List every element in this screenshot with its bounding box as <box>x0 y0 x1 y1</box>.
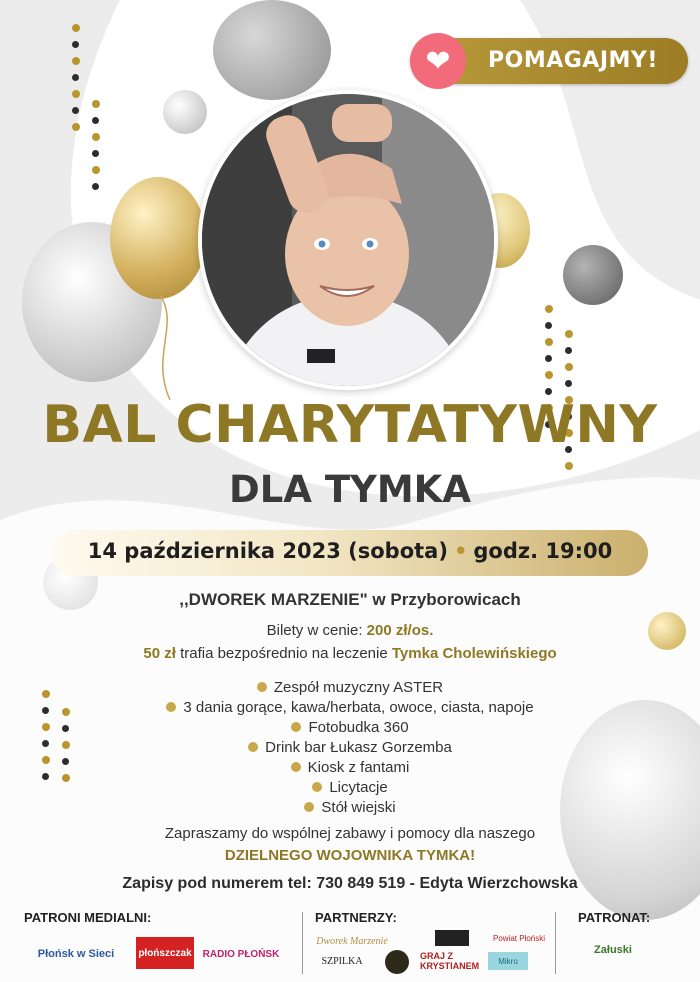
list-item <box>0 718 700 738</box>
silver-balloon-top <box>213 0 331 100</box>
bullet-icon <box>248 742 258 752</box>
silver-balloon-small <box>163 90 207 134</box>
logo-gold-partner[interactable] <box>435 930 469 946</box>
logo-zaluski[interactable]: Załuski <box>594 944 632 956</box>
event-title: BAL CHARYTATYWNY <box>42 395 658 455</box>
fund-amount: 50 zł <box>143 645 176 662</box>
date-separator: • <box>453 539 468 563</box>
list-item <box>0 778 700 798</box>
bullet-icon <box>304 802 314 812</box>
grey-balloon-right <box>563 245 623 305</box>
logo-graj-z-krystianem[interactable]: GRAJ Z KRYSTIANEM <box>420 952 480 970</box>
feature-label: Kiosk z fantami <box>307 759 410 776</box>
logo-powiat-plonski[interactable]: Powiat Płoński <box>492 933 546 943</box>
list-item <box>0 738 700 758</box>
logo-plonsk-w-sieci[interactable]: Płońsk w Sieci <box>37 948 115 960</box>
divider <box>302 912 303 974</box>
list-item <box>0 698 700 718</box>
invite-line-2: DZIELNEGO WOJOWNIKA TYMKA! <box>224 847 476 864</box>
bullet-icon <box>166 702 176 712</box>
event-time: godz. 19:00 <box>473 539 613 563</box>
heart-icon: ❤ <box>410 33 466 89</box>
fund-name: Tymka Cholewińskiego <box>391 645 557 662</box>
child-photo <box>198 90 498 390</box>
logo-plonszczak[interactable]: płońszczak <box>136 937 194 969</box>
signup-person: Edyta Wierzchowska <box>419 875 578 892</box>
logo-szpilka[interactable]: SZPILKA <box>321 955 363 967</box>
list-item <box>0 798 700 818</box>
event-subtitle: DLA TYMKA <box>229 468 471 511</box>
signup-phone: 730 849 519 <box>316 875 406 892</box>
features-list <box>0 678 700 818</box>
invite-line-1: Zapraszamy do wspólnej zabawy i pomocy dla naszego <box>164 825 536 842</box>
gold-balloon-left <box>110 177 206 299</box>
bullet-icon <box>257 682 267 692</box>
ticket-price: 200 zł/os. <box>366 622 434 639</box>
feature-label: Drink bar Łukasz Gorzemba <box>265 739 452 756</box>
feature-label: Zespół muzyczny ASTER <box>273 679 444 696</box>
balloon-string <box>150 295 190 405</box>
logo-dworek-marzenie[interactable]: Dworek Marzenie <box>316 935 388 947</box>
feature-label: Stół wiejski <box>321 799 396 816</box>
tickets-prefix: Bilety w cenie: <box>266 622 363 639</box>
bullet-icon <box>291 722 301 732</box>
media-patrons-heading: PATRONI MEDIALNI: <box>24 910 152 925</box>
fund-text: trafia bezpośrednio na leczenie <box>180 645 388 662</box>
decor-dots-top-left-2 <box>92 100 100 199</box>
logo-round-partner[interactable] <box>385 950 409 974</box>
badge-label: POMAGAJMY! <box>488 48 658 73</box>
date-text <box>52 539 648 563</box>
event-date: 14 października 2023 (sobota) <box>87 539 448 563</box>
tickets-info <box>0 622 700 639</box>
fund-info <box>0 645 700 662</box>
date-bar <box>52 530 648 576</box>
logo-radio-plonsk[interactable]: RADIO PŁOŃSK <box>202 948 280 960</box>
patron-heading: PATRONAT: <box>578 910 651 925</box>
feature-label: Licytacje <box>329 779 388 796</box>
signup-dash: - <box>409 875 415 892</box>
partners-heading: PARTNERZY: <box>315 910 397 925</box>
pomagajmy-badge <box>410 38 688 84</box>
signup-prefix: Zapisy pod numerem tel: <box>122 875 312 892</box>
bullet-icon <box>291 762 301 772</box>
feature-label: 3 dania gorące, kawa/herbata, owoce, ciasta, napoje <box>183 699 534 716</box>
venue <box>0 590 700 610</box>
list-item <box>0 758 700 778</box>
venue-place: w Przyborowicach <box>372 590 521 609</box>
logo-mikro[interactable]: Mikro <box>488 952 528 970</box>
venue-name: ,,DWOREK MARZENIE" <box>179 590 368 609</box>
decor-dots-top-left <box>72 24 80 140</box>
list-item <box>0 678 700 698</box>
bullet-icon <box>312 782 322 792</box>
feature-label: Fotobudka 360 <box>308 719 409 736</box>
signup-info <box>0 875 700 893</box>
child-photo-illustration <box>202 94 498 390</box>
divider <box>555 912 556 974</box>
